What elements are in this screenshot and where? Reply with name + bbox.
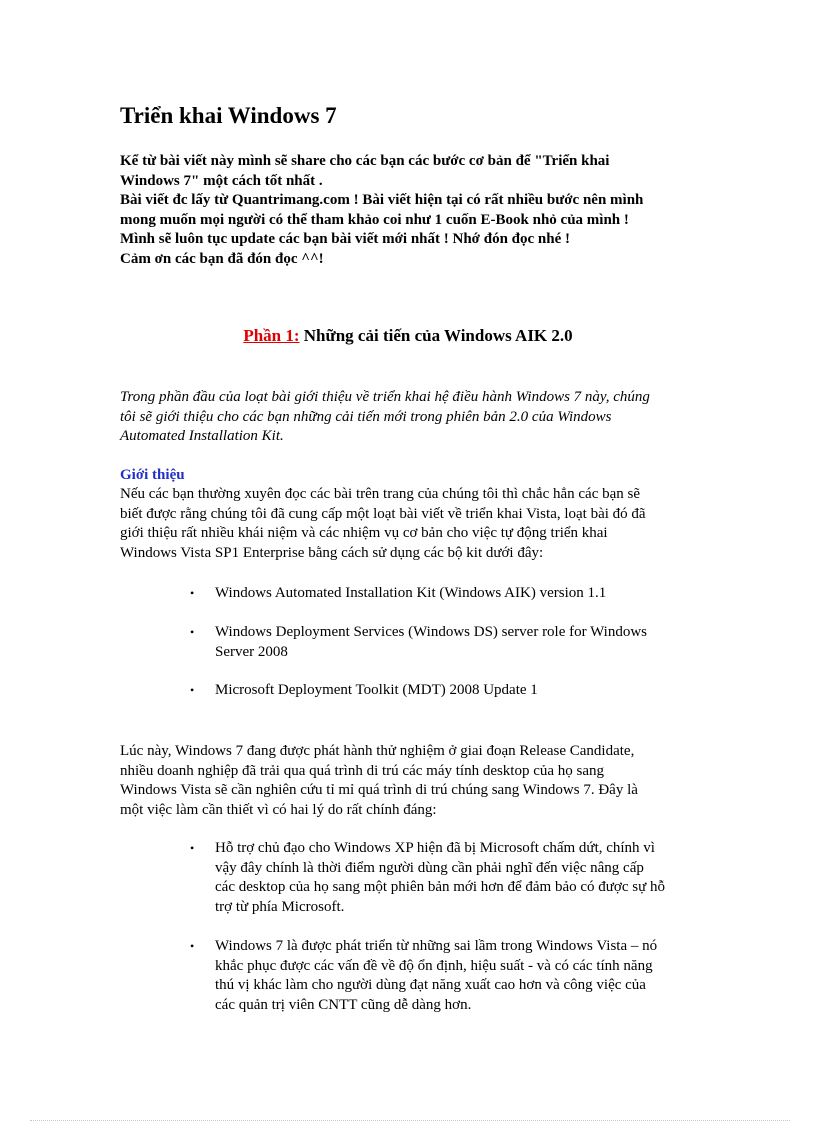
intro-line: Mình sẽ luôn tục update các bạn bài viết mới nhất ! Nhớ đón đọc nhé ! [120,231,571,248]
paragraph-line: Windows Vista SP1 Enterprise bằng cách sử dụng các bộ kit dưới đây: [120,544,544,561]
paragraph-line: biết được rằng chúng tôi đã cung cấp một loạt bài viết về triển khai Vista, loạt bài đó đã [120,505,646,522]
bullet-icon: • [190,939,195,953]
list-item-line: Windows 7 là được phát triển từ những sai lầm trong Windows Vista – nó [215,938,658,954]
intro-line: Bài viết đc lấy từ Quantrimang.com ! Bài viết hiện tại có rất nhiều bước nên mình [120,192,644,209]
lead-line: tôi sẽ giới thiệu cho các bạn những cải tiến mới trong phiên bản 2.0 của Windows [120,408,612,425]
lead-line: Automated Installation Kit. [120,428,284,445]
page-bottom-divider [30,1120,790,1121]
list-item-line: các quản trị viên CNTT cũng dễ dàng hơn. [215,996,472,1013]
list-item-line: Server 2008 [215,643,288,660]
paragraph-line: Lúc này, Windows 7 đang được phát hành thử nghiệm ở giai đoạn Release Candidate, [120,743,635,759]
list-item [190,839,715,917]
intro-line: Cảm ơn các bạn đã đón đọc ^^! [120,250,324,267]
part-label: Phần 1: [243,326,300,345]
list-item-line: trợ từ phía Microsoft. [215,898,345,915]
list-item-line: khắc phục được các vấn đề về độ ổn định, hiệu suất - và có các tính năng [215,957,653,974]
bullet-icon: • [190,625,195,639]
paragraph-line: nhiều doanh nghiệp đã trải qua quá trình di trú các máy tính desktop của họ sang [120,762,605,779]
list-item-line: Microsoft Deployment Toolkit (MDT) 2008 Update 1 [215,682,538,698]
document-title: Triển khai Windows 7 [120,103,337,128]
paragraph-line: một việc làm cần thiết vì có hai lý do rất chính đáng: [120,801,437,818]
intro-line: Windows 7" một cách tốt nhất . [120,172,323,189]
list-item-line: vậy đây chính là thời điểm người dùng cần phải nghĩ đến việc nâng cấp [215,859,644,876]
list-item [190,937,715,1015]
list-item-line: thú vị khác làm cho người dùng đạt năng xuất cao hơn và công việc của [215,977,646,994]
part-title: Những cải tiến của Windows AIK 2.0 [299,326,573,345]
bullet-icon: • [190,586,195,600]
intro-line: Kể từ bài viết này mình sẽ share cho các bạn các bước cơ bản để "Triển khai [120,153,610,169]
paragraph-line: giới thiệu rất nhiều khái niệm và các nhiệm vụ cơ bản cho việc tự động triển khai [120,525,608,542]
bullet-icon: • [190,683,195,697]
paragraph-line: Windows Vista sẽ cần nghiên cứu tỉ mỉ quá trình di trú chúng sang Windows 7. Đây là [120,782,638,799]
list-item-line: các desktop của họ sang một phiên bản mới hơn để đảm bảo có được sự hỗ [215,879,665,896]
intro-line: mong muốn mọi người có thể tham khảo coi như 1 cuốn E-Book nhỏ của mình ! [120,211,629,228]
bullet-icon: • [190,841,195,855]
lead-line: Trong phần đầu của loạt bài giới thiệu về triển khai hệ điều hành Windows 7 này, chúng [120,389,650,405]
section-title: Giới thiệu [120,467,185,483]
list-item-line: Windows Deployment Services (Windows DS) server role for Windows [215,624,647,640]
list-item-line: Windows Automated Installation Kit (Windows AIK) version 1.1 [215,585,607,601]
list-item-line: Hỗ trợ chủ đạo cho Windows XP hiện đã bị Microsoft chấm dứt, chính vì [215,840,655,856]
paragraph-line: Nếu các bạn thường xuyên đọc các bài trên trang của chúng tôi thì chắc hẳn các bạn sẽ [120,486,641,502]
